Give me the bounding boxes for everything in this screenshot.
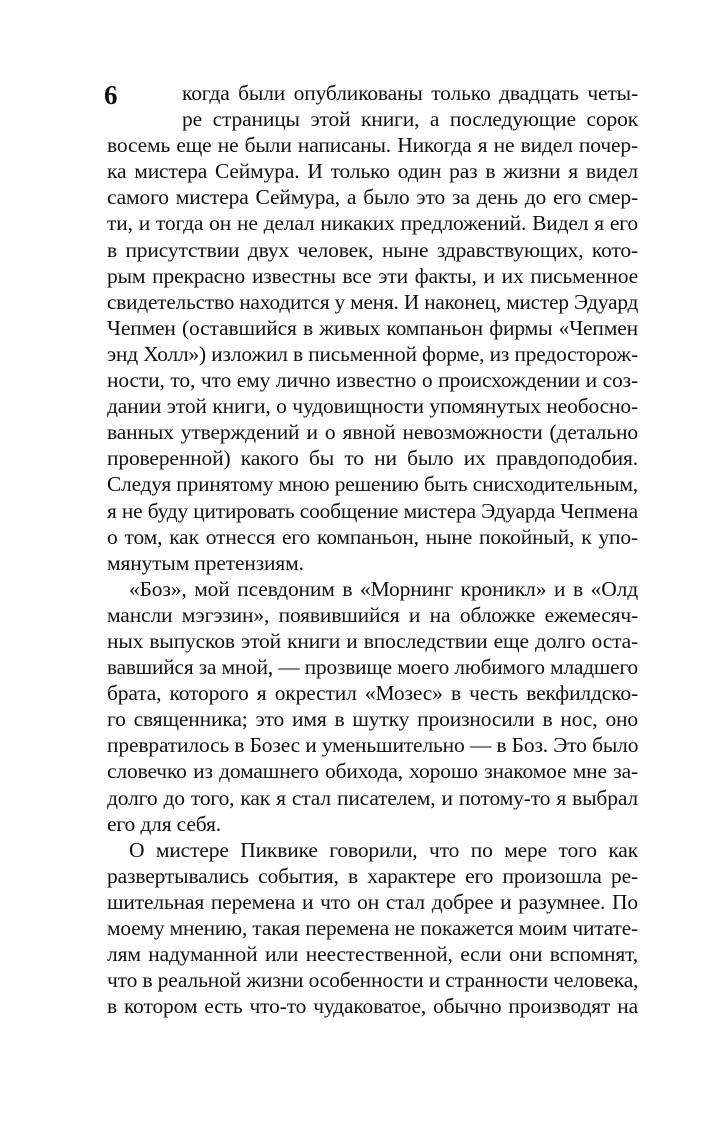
- text-line: в котором есть что-то чудаковатое, обычно производят на: [107, 994, 638, 1019]
- text-line: лям надуманной или неестественной, если они вспомнят,: [107, 942, 638, 967]
- text-line: мянутым претензиям.: [107, 550, 304, 575]
- text-line: Чепмен (оставшийся в живых компаньон фирмы «Чепмен: [107, 315, 638, 340]
- text-line: превратилось в Бозес и уменьшительно — в Боз. Это было: [107, 733, 639, 758]
- text-line: го священника; это имя в шутку произносили в нос, оно: [107, 707, 638, 732]
- page-number: 6: [104, 80, 118, 110]
- text-line: моему мнению, такая перемена не покажется моим читате-: [107, 916, 638, 940]
- text-line: что в реальной жизни особенности и странности человека,: [107, 968, 639, 993]
- text-line: вавшийся за мной, — прозвище моего любимого младшего: [107, 655, 638, 680]
- text-line: брата, которого я окрестил «Мозес» в честь векфилдско-: [107, 681, 638, 706]
- text-line: словечко из домашнего обихода, хорошо знакомое мне за-: [107, 759, 638, 784]
- text-line: самого мистера Сеймура, а было это за день до его смер-: [107, 185, 638, 210]
- text-line: ных выпусков этой книги и впоследствии еще долго оста-: [107, 628, 638, 653]
- text-line: «Боз», мой псевдоним в «Морнинг кроникл» и в «Олд: [129, 576, 638, 601]
- text-line: о том, как отнесся его компаньон, ныне покойный, к упо-: [107, 524, 638, 549]
- text-line: его для себя.: [107, 811, 221, 836]
- text-line: рым прекрасно известны все эти факты, и их письменное: [107, 263, 638, 288]
- text-line: когда были опубликованы только двадцать четы-: [182, 81, 638, 105]
- text-line: дании этой книги, о чудовищности упомянутых необосно-: [107, 394, 638, 419]
- text-line: ка мистера Сеймура. И только один раз в жизни я видел: [107, 159, 638, 184]
- text-line: энд Холл») изложил в письменной форме, из предосторож-: [107, 341, 638, 366]
- text-line: ности, то, что ему лично известно о происхождении и соз-: [107, 368, 638, 393]
- text-line: восемь еще не были написаны. Никогда я не видел почер-: [107, 133, 638, 158]
- text-line: шительная перемена и что он стал добрее и разумнее. По: [107, 889, 638, 914]
- text-line: Следуя принятому мною решению быть снисходительным,: [107, 472, 638, 497]
- text-line: О мистере Пиквике говорили, что по мере того как: [129, 837, 638, 862]
- text-line: развертывались события, в характере его произошла ре-: [107, 863, 638, 888]
- text-line: мансли мэгэзин», появившийся и на обложке ежемесяч-: [107, 602, 638, 627]
- text-line: проверенной) какого бы то ни было их правдоподобия.: [107, 446, 638, 471]
- text-line: в присутствии двух человек, ныне здравствующих, кото-: [107, 237, 638, 262]
- text-line: свидетельство находится у меня. И наконец, мистер Эдуард: [107, 289, 639, 314]
- text-line: долго до того, как я стал писателем, и потому-то я выбрал: [107, 785, 638, 810]
- text-line: ванных утверждений и о явной невозможности (детально: [107, 420, 638, 445]
- text-line: ре страницы этой книги, а последующие сорок: [182, 107, 638, 132]
- text-line: ти, и тогда он не делал никаких предложений. Видел я его: [107, 211, 638, 236]
- body-text: [107, 80, 638, 1019]
- text-line: я не буду цитировать сообщение мистера Эдуарда Чепмена: [107, 498, 638, 523]
